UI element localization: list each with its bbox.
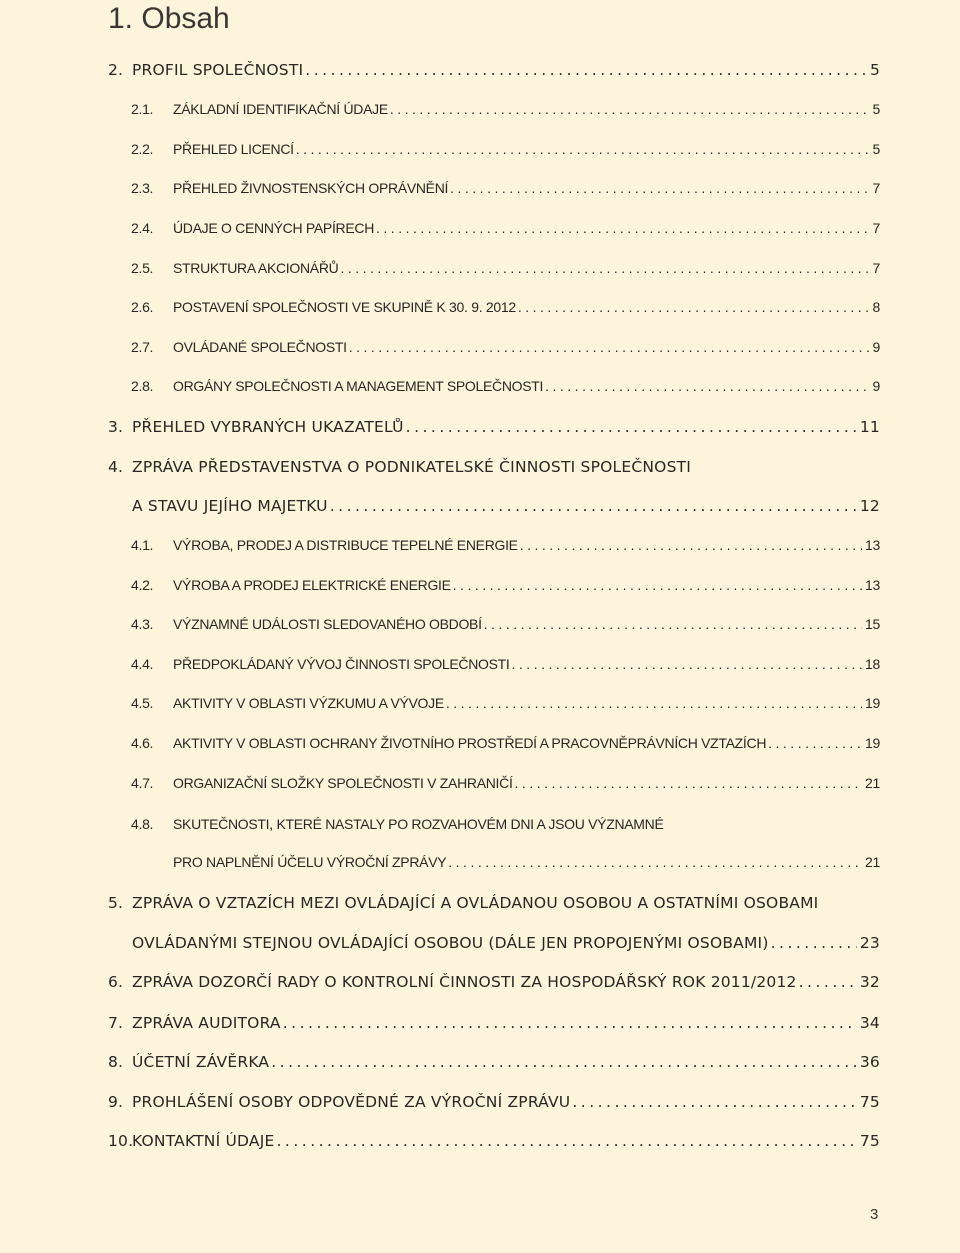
leader-dots — [406, 418, 857, 436]
toc-entry-page: 5 — [872, 141, 880, 157]
leader-dots — [296, 141, 870, 157]
leader-dots — [330, 497, 857, 515]
toc-entry-label: ZPRÁVA O VZTAZÍCH MEZI OVLÁDAJÍCÍ A OVLÁDANOU OSOBOU A OSTATNÍMI OSOBAMI — [132, 894, 819, 912]
toc-entry-page: 9 — [872, 378, 880, 394]
toc-entry-label: VÝZNAMNÉ UDÁLOSTI SLEDOVANÉHO OBDOBÍ — [173, 616, 482, 632]
toc-entry-page: 8 — [872, 299, 880, 315]
toc-entry[interactable] — [132, 497, 880, 519]
toc-entry-first-line[interactable] — [108, 458, 691, 480]
toc-entry-number: 7. — [108, 1014, 124, 1032]
toc-entry-number: 10. — [108, 1132, 134, 1150]
leader-dots — [276, 1132, 856, 1150]
toc-entry-page: 15 — [865, 616, 880, 632]
toc-entry[interactable] — [132, 934, 880, 956]
toc-entry[interactable] — [108, 1132, 880, 1154]
leader-dots — [271, 1053, 857, 1071]
leader-dots — [349, 339, 870, 355]
leader-dots — [453, 577, 862, 593]
toc-entry-label: PŘEHLED ŽIVNOSTENSKÝCH OPRÁVNĚNÍ — [173, 180, 449, 196]
toc-entry[interactable] — [108, 1014, 880, 1036]
toc-entry[interactable] — [131, 299, 880, 321]
leader-dots — [283, 1014, 857, 1032]
toc-entry-number: 9. — [108, 1093, 124, 1111]
leader-dots — [376, 220, 869, 236]
leader-dots — [515, 775, 862, 791]
toc-entry-page: 13 — [865, 577, 880, 593]
toc-entry[interactable] — [131, 141, 880, 163]
toc-entry-label-continued: A STAVU JEJÍHO MAJETKU — [132, 497, 328, 515]
toc-entry-number: 6. — [108, 973, 124, 991]
toc-entry-page: 13 — [865, 537, 880, 553]
toc-entry-label: POSTAVENÍ SPOLEČNOSTI VE SKUPINĚ K 30. 9. 2012 — [173, 299, 516, 315]
toc-entry-number: 4.7. — [131, 775, 154, 791]
toc-entry[interactable] — [131, 260, 880, 282]
leader-dots — [799, 973, 857, 991]
leader-dots — [450, 180, 869, 196]
toc-entry-label: ORGANIZAČNÍ SLOŽKY SPOLEČNOSTI V ZAHRANIČÍ — [173, 775, 513, 791]
toc-entry-label: PŘEDPOKLÁDANÝ VÝVOJ ČINNOSTI SPOLEČNOSTI — [173, 656, 510, 672]
toc-entry[interactable] — [131, 537, 880, 559]
toc-entry[interactable] — [108, 1093, 880, 1115]
toc-entry[interactable] — [108, 973, 880, 995]
toc-entry-page: 5 — [872, 101, 880, 117]
toc-entry-label: PŘEHLED VYBRANÝCH UKAZATELŮ — [132, 418, 404, 436]
toc-entry-number: 4.2. — [131, 577, 154, 593]
toc-entry-label: ORGÁNY SPOLEČNOSTI A MANAGEMENT SPOLEČNOSTI — [173, 378, 544, 394]
toc-entry-page: 7 — [872, 180, 880, 196]
toc-entry[interactable] — [131, 180, 880, 202]
toc-entry-label: ZÁKLADNÍ IDENTIFIKAČNÍ ÚDAJE — [173, 101, 388, 117]
toc-entry-number: 4.8. — [131, 816, 154, 832]
toc-entry-label: ÚDAJE O CENNÝCH PAPÍRECH — [173, 220, 375, 236]
leader-dots — [305, 61, 867, 79]
leader-dots — [520, 537, 862, 553]
toc-entry-label: AKTIVITY V OBLASTI VÝZKUMU A VÝVOJE — [173, 695, 444, 711]
toc-entry-number: 2.5. — [131, 260, 154, 276]
toc-entry-page: 19 — [865, 735, 880, 751]
toc-entry-page: 12 — [859, 497, 880, 515]
toc-entry-first-line[interactable] — [108, 894, 818, 916]
toc-entry-number: 4.3. — [131, 616, 154, 632]
toc-entry[interactable] — [131, 616, 880, 638]
toc-entry-label: KONTAKTNÍ ÚDAJE — [132, 1132, 275, 1150]
toc-entry-label: STRUKTURA AKCIONÁŘŮ — [173, 260, 339, 276]
toc-entry-page: 18 — [865, 656, 880, 672]
page-title: 1. Obsah — [108, 2, 230, 35]
toc-entry-page: 75 — [859, 1093, 880, 1111]
toc-entry-page: 19 — [865, 695, 880, 711]
toc-entry-label: AKTIVITY V OBLASTI OCHRANY ŽIVOTNÍHO PROSTŘEDÍ A PRACOVNĚPRÁVNÍCH VZTAZÍCH — [173, 735, 767, 751]
toc-entry-first-line[interactable] — [131, 816, 664, 838]
leader-dots — [545, 378, 869, 394]
toc-entry-number: 3. — [108, 418, 124, 436]
toc-entry-number: 2.6. — [131, 299, 154, 315]
toc-entry-label: VÝROBA A PRODEJ ELEKTRICKÉ ENERGIE — [173, 577, 451, 593]
toc-entry[interactable] — [131, 220, 880, 242]
page-number: 3 — [870, 1206, 879, 1223]
toc-entry[interactable] — [131, 101, 880, 123]
toc-entry-page: 34 — [859, 1014, 880, 1032]
toc-entry-number: 5. — [108, 894, 124, 912]
toc-entry[interactable] — [131, 577, 880, 599]
toc-entry-page: 11 — [859, 418, 880, 436]
leader-dots — [390, 101, 870, 117]
toc-entry-page: 23 — [859, 934, 880, 952]
toc-entry[interactable] — [108, 61, 880, 83]
toc-entry-label: OVLÁDANÉ SPOLEČNOSTI — [173, 339, 347, 355]
toc-entry-label: ZPRÁVA AUDITORA — [132, 1014, 281, 1032]
toc-entry-label: ZPRÁVA DOZORČÍ RADY O KONTROLNÍ ČINNOSTI ZA HOSPODÁŘSKÝ ROK 2011/2012 — [132, 973, 797, 991]
leader-dots — [484, 616, 862, 632]
toc-entry[interactable] — [131, 378, 880, 400]
toc-entry-number: 4.4. — [131, 656, 154, 672]
toc-entry[interactable] — [131, 695, 880, 717]
toc-entry-page: 21 — [865, 854, 880, 870]
leader-dots — [448, 854, 862, 870]
toc-entry-number: 2.7. — [131, 339, 154, 355]
toc-entry-page: 21 — [865, 775, 880, 791]
leader-dots — [340, 260, 869, 276]
toc-entry[interactable] — [131, 339, 880, 361]
leader-dots — [572, 1093, 857, 1111]
leader-dots — [771, 934, 857, 952]
toc-entry-page: 32 — [859, 973, 880, 991]
toc-entry-number: 2.4. — [131, 220, 154, 236]
toc-entry-label: VÝROBA, PRODEJ A DISTRIBUCE TEPELNÉ ENERGIE — [173, 537, 518, 553]
toc-entry[interactable] — [173, 854, 880, 876]
toc-entry-number: 2.8. — [131, 378, 154, 394]
toc-entry-page: 75 — [859, 1132, 880, 1150]
toc-entry-label: ÚČETNÍ ZÁVĚRKA — [132, 1053, 270, 1071]
toc-entry-number: 4.6. — [131, 735, 154, 751]
toc-entry-label-continued: PRO NAPLNĚNÍ ÚČELU VÝROČNÍ ZPRÁVY — [173, 854, 447, 870]
toc-entry-label: SKUTEČNOSTI, KTERÉ NASTALY PO ROZVAHOVÉM DNI A JSOU VÝZNAMNÉ — [173, 816, 664, 832]
toc-entry-page: 36 — [859, 1053, 880, 1071]
toc-entry-number: 2.3. — [131, 180, 154, 196]
toc-entry-number: 2. — [108, 61, 124, 79]
toc-entry-page: 5 — [869, 61, 880, 79]
toc-entry[interactable] — [131, 735, 880, 757]
leader-dots — [768, 735, 862, 751]
toc-entry-page: 7 — [872, 260, 880, 276]
toc-entry-number: 8. — [108, 1053, 124, 1071]
leader-dots — [518, 299, 870, 315]
toc-entry-number: 4.5. — [131, 695, 154, 711]
toc-entry-number: 2.2. — [131, 141, 154, 157]
toc-entry-label: PROHLÁŠENÍ OSOBY ODPOVĚDNÉ ZA VÝROČNÍ ZPRÁVU — [132, 1093, 571, 1111]
toc-entry-number: 2.1. — [131, 101, 154, 117]
toc-entry-label: ZPRÁVA PŘEDSTAVENSTVA O PODNIKATELSKÉ ČINNOSTI SPOLEČNOSTI — [132, 458, 692, 476]
toc-entry-number: 4. — [108, 458, 124, 476]
leader-dots — [512, 656, 862, 672]
toc-entry[interactable] — [108, 418, 880, 440]
toc-entry-number: 4.1. — [131, 537, 154, 553]
toc-entry-label-continued: OVLÁDANÝMI STEJNOU OVLÁDAJÍCÍ OSOBOU (DÁLE JEN PROPOJENÝMI OSOBAMI) — [132, 934, 769, 952]
toc-entry-label: PROFIL SPOLEČNOSTI — [132, 61, 304, 79]
leader-dots — [446, 695, 862, 711]
toc-entry-page: 9 — [872, 339, 880, 355]
toc-entry-label: PŘEHLED LICENCÍ — [173, 141, 294, 157]
toc-entry[interactable] — [131, 656, 880, 678]
toc-entry-page: 7 — [872, 220, 880, 236]
toc-entry[interactable] — [108, 1053, 880, 1075]
toc-entry[interactable] — [131, 775, 880, 797]
